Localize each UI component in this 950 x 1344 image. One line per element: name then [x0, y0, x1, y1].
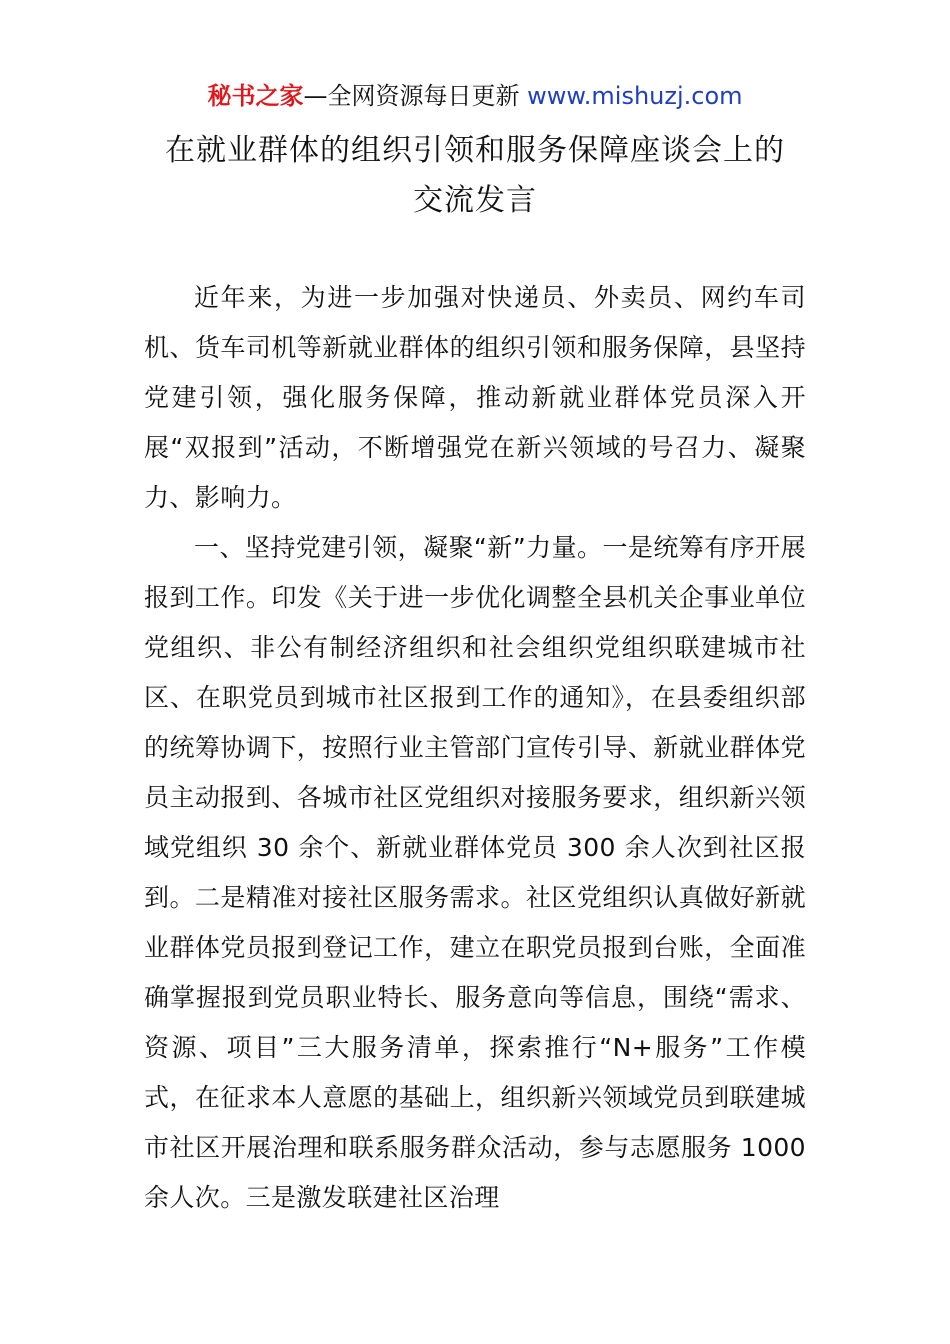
paragraph-section-1: 一、坚持党建引领，凝聚“新”力量。一是统筹有序开展报到工作。印发《关于进一步优化调整全县机关企事业单位党组织、非公有制经济组织和社会组织党组织联建城市社区、在职党员到城市社区报到工作的通知》，在县委组织部的统筹协调下，按照行业主管部门宣传引导、新就业群体党员主动报到、各城市社区党组织对接服务要求，组织新兴领域党组织 30 余个、新就业群体党员 300 余人次到社区报到。二是精准对接社区服务需求。社区党组织认真做好新就业群体党员报到登记工作，建立在职党员报到台账，全面准确掌握报到党员职业特长、服务意向等信息，围绕“需求、资源、项目”三大服务清单，探索推行“N+服务”工作模式，在征求本人意愿的基础上，组织新兴领域党员到联建城市社区开展治理和联系服务群众活动，参与志愿服务 1000 余人次。三是激发联建社区治理	[144, 533, 806, 1212]
paragraph-intro: 近年来，为进一步加强对快递员、外卖员、网约车司机、货车司机等新就业群体的组织引领和服务保障，县坚持党建引领，强化服务保障，推动新就业群体党员深入开展“双报到”活动，不断增强党在新兴领域的号召力、凝聚力、影响力。	[144, 283, 806, 512]
header-tagline: —全网资源每日更新	[303, 82, 520, 110]
title-line-2: 交流发言	[413, 183, 537, 218]
site-header	[0, 80, 950, 112]
document-body	[144, 273, 806, 1223]
title-line-1: 在就业群体的组织引领和服务保障座谈会上的	[165, 133, 785, 168]
brand-name: 秘书之家	[207, 82, 304, 110]
page-title	[0, 126, 950, 226]
site-url-link[interactable]: www.mishuzj.com	[527, 82, 743, 110]
